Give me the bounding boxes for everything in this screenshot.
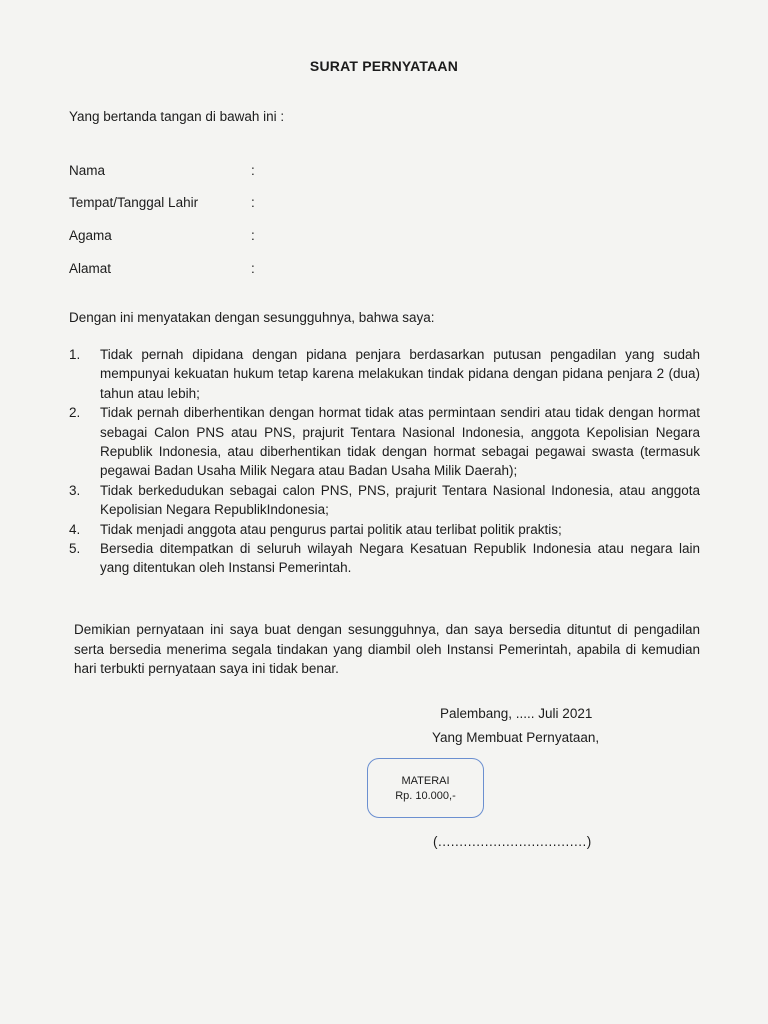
- field-alamat: [69, 261, 289, 279]
- closing-paragraph: Demikian pernyataan ini saya buat dengan sesungguhnya, dan saya bersedia dituntut di pengadilan serta bersedia menerima segala tindakan yang diambil oleh Instansi Pemerintah, apabila di kemudian hari terbukti pernyataan saya ini tidak benar.: [74, 622, 700, 676]
- item-number: 1.: [69, 347, 81, 362]
- field-label: Nama: [69, 163, 106, 178]
- field-separator: :: [251, 195, 255, 210]
- field-label: Alamat: [69, 261, 112, 276]
- field-agama: [69, 228, 289, 246]
- item-number: 4.: [69, 521, 81, 537]
- field-separator: :: [251, 163, 255, 178]
- item-text: Tidak berkedudukan sebagai calon PNS, PNS, prajurit Tentara Nasional Indonesia, atau anggota Kepolisian Negara RepublikIndonesia;: [100, 482, 700, 518]
- intro-text: Yang bertanda tangan di bawah ini :: [69, 109, 285, 124]
- list-item: [69, 481, 700, 520]
- materai-stamp-box: [367, 758, 484, 818]
- field-nama: [69, 163, 289, 181]
- list-item: [69, 345, 700, 403]
- item-text: Bersedia ditempatkan di seluruh wilayah Negara Kesatuan Republik Indonesia atau negara lain yang ditentukan oleh Instansi Pemerintah.: [100, 541, 700, 576]
- statement-list: [69, 345, 700, 578]
- list-item: [69, 520, 700, 539]
- field-label: Agama: [69, 228, 112, 243]
- item-text: Tidak menjadi anggota atau pengurus partai politik atau terlibat politik praktis;: [100, 521, 562, 537]
- maker-label: Yang Membuat Pernyataan,: [432, 730, 600, 745]
- document-title: SURAT PERNYATAAN: [309, 58, 459, 74]
- item-number: 2.: [69, 405, 81, 421]
- stamp-line: MATERAI: [401, 774, 450, 787]
- list-item: [69, 539, 700, 578]
- declaration-intro: Dengan ini menyatakan dengan sesungguhnya, bahwa saya:: [69, 310, 435, 325]
- field-label: Tempat/Tanggal Lahir: [69, 195, 199, 210]
- item-text: Tidak pernah diberhentikan dengan hormat tidak atas permintaan sendiri atau tidak dengan hormat sebagai Calon PNS atau PNS, prajurit Tentara Nasional Indonesia, anggota Kepolisian Negara Republik Indonesia, atau diberhentikan tidak dengan hormat sebagai pegawai swasta (termasuk pegawai Badan Usaha Milik Negara atau Badan Usaha Milik Daerah);: [100, 405, 700, 479]
- stamp-amount: Rp. 10.000,-: [395, 789, 456, 802]
- list-item: [69, 403, 700, 481]
- item-number: 3.: [69, 482, 81, 498]
- field-tempat-tanggal-lahir: [69, 195, 289, 213]
- field-separator: :: [251, 261, 255, 276]
- item-text: Tidak pernah dipidana dengan pidana penjara berdasarkan putusan pengadilan yang sudah mempunyai kekuatan hukum tetap karena melakukan tindak pidana dengan pidana penjara 2 (dua) tahun atau lebih;: [100, 347, 700, 401]
- signature-line: (...................................): [433, 834, 592, 849]
- field-separator: :: [251, 228, 255, 243]
- item-number: 5.: [69, 541, 81, 557]
- place-date: Palembang, ..... Juli 2021: [440, 706, 593, 721]
